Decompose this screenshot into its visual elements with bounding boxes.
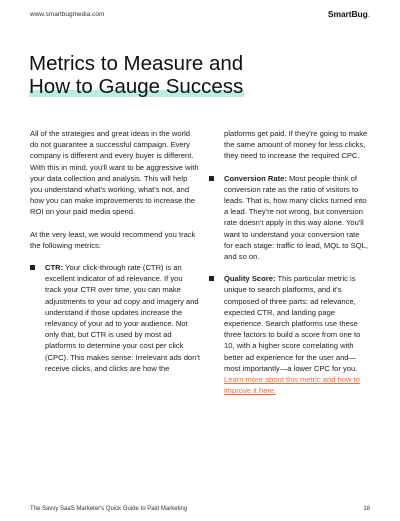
ctr-text: Your click-through rate (CTR) is an excellent indicator of ad relevance. If you track your CTR over time, you can make adjustments to your ad copy and imagery and understand if those updates increase the relevancy of your ad to your audience. Not only that, but CTR is used by most ad platforms to determine your cost per click (CPC). This makes sense: Irrelevant ads don't receive clicks, and clicks are how the: [45, 263, 200, 373]
conversion-text: Most people think of conversion rate as the ratio of visitors to leads. That is, how many clicks turned into a lead. They're not wrong, but conversion rate doesn't apply in this way alone. You'll want to understand your conversion rate for each stage: traffic to lead, MQL to SQL, and so on.: [224, 173, 368, 262]
bullet-square-icon: [30, 265, 35, 270]
lead-in-paragraph: At the very least, we would recommend you track the following metrics:: [30, 229, 196, 250]
logo-dot: .: [367, 9, 370, 19]
page-title: [29, 52, 244, 98]
page-number: 18: [363, 506, 370, 512]
metrics-list: [30, 262, 200, 374]
logo-text: SmartBug: [327, 9, 368, 19]
ctr-continued-text: platforms get paid. If they're going to make the same amount of money for less clicks, they need to increase the required CPC.: [224, 129, 368, 161]
bullet-square-icon: [209, 176, 214, 181]
conversion-label: Conversion Rate:: [224, 173, 287, 183]
right-column: [209, 128, 369, 407]
website-url: www.smartbugmedia.com: [30, 11, 105, 18]
intro-paragraph: All of the strategies and great ideas in the world do not guarantee a successful campaign. Every company is different and every buyer is different. With this in mind, you'll want to be aggressive with your data collection and analysis. This will help you understand what's working, what's not, and how you can make improvements to increase the ROI on your paid media spend.: [30, 129, 199, 217]
title-line-1: Metrics to Measure and: [29, 52, 244, 75]
metrics-list-continued: [209, 173, 369, 397]
quality-text: This particular metric is unique to search platforms, and it's composed of three parts: ad relevance, expected CTR, and landing page experience. Search platforms use these three factors to build a score from one to 10, with a higher score correlating with better ad experience for the user and—most importantly—a lower CPC for you.: [224, 274, 361, 373]
title-line-2: [29, 75, 244, 98]
footer-guide-title: The Savvy SaaS Marketer's Quick Guide to Paid Marketing: [30, 506, 188, 512]
list-item-quality-score: [209, 273, 369, 396]
learn-more-link[interactable]: Learn more about this metric and how to improve it here.: [224, 375, 360, 396]
list-item-ctr: [30, 262, 200, 374]
quality-label: Quality Score:: [224, 274, 276, 284]
title-highlight: How to Gauge Success: [29, 75, 244, 98]
bullet-square-icon: [209, 276, 214, 281]
list-item-conversion-rate: [209, 173, 369, 263]
left-column: [30, 128, 200, 385]
ctr-label: CTR:: [45, 263, 64, 273]
smartbug-logo: [328, 9, 370, 19]
